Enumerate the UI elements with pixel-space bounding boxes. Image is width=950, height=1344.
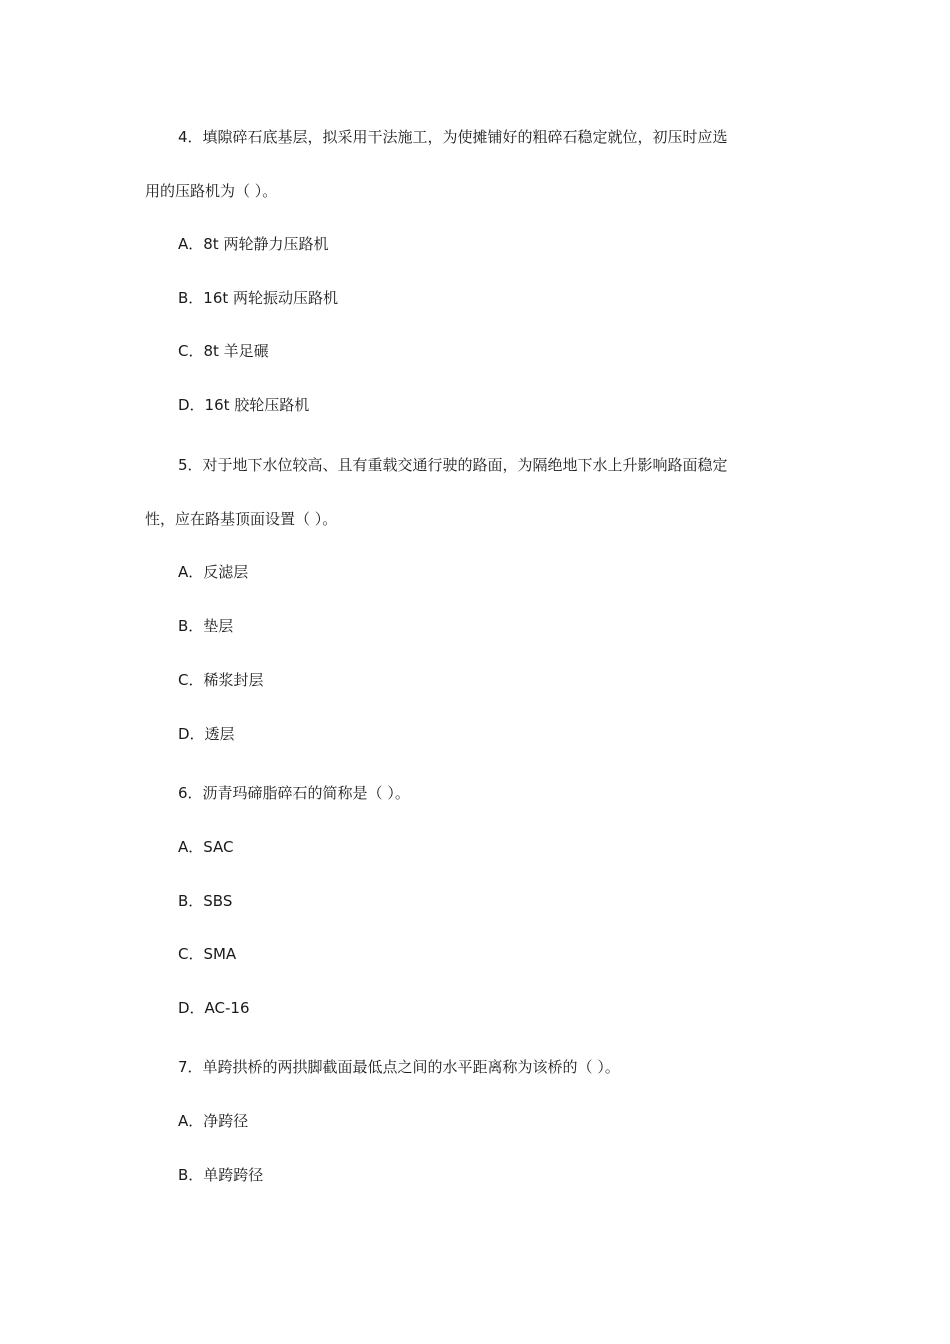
question-5-option-d: D．透层 bbox=[178, 725, 235, 743]
question-7-option-a: A．净跨径 bbox=[178, 1112, 249, 1130]
question-5-option-c: C．稀浆封层 bbox=[178, 671, 264, 689]
question-4-stem-line-1: 4．填隙碎石底基层，拟采用干法施工，为使摊铺好的粗碎石稳定就位，初压时应选 bbox=[178, 128, 728, 146]
question-5-stem-line-2: 性，应在路基顶面设置（ ）。 bbox=[145, 510, 338, 528]
question-6-stem: 6．沥青玛碲脂碎石的简称是（ ）。 bbox=[178, 784, 410, 802]
question-4-option-b: B．16t 两轮振动压路机 bbox=[178, 289, 339, 307]
question-4-stem-line-2: 用的压路机为（ ）。 bbox=[145, 182, 278, 200]
question-5-option-a: A．反滤层 bbox=[178, 563, 249, 581]
question-6-option-c: C．SMA bbox=[178, 945, 237, 963]
question-4-option-a: A．8t 两轮静力压路机 bbox=[178, 235, 329, 253]
question-7-option-b: B．单跨跨径 bbox=[178, 1166, 264, 1184]
question-4-option-d: D．16t 胶轮压路机 bbox=[178, 396, 310, 414]
question-6-option-b: B．SBS bbox=[178, 892, 233, 910]
question-4-option-c: C．8t 羊足碾 bbox=[178, 342, 269, 360]
question-7-stem: 7．单跨拱桥的两拱脚截面最低点之间的水平距离称为该桥的（ ）。 bbox=[178, 1058, 620, 1076]
question-6-option-a: A．SAC bbox=[178, 838, 234, 856]
question-5-option-b: B．垫层 bbox=[178, 617, 234, 635]
question-6-option-d: D．AC-16 bbox=[178, 999, 250, 1017]
question-5-stem-line-1: 5．对于地下水位较高、且有重载交通行驶的路面，为隔绝地下水上升影响路面稳定 bbox=[178, 456, 728, 474]
